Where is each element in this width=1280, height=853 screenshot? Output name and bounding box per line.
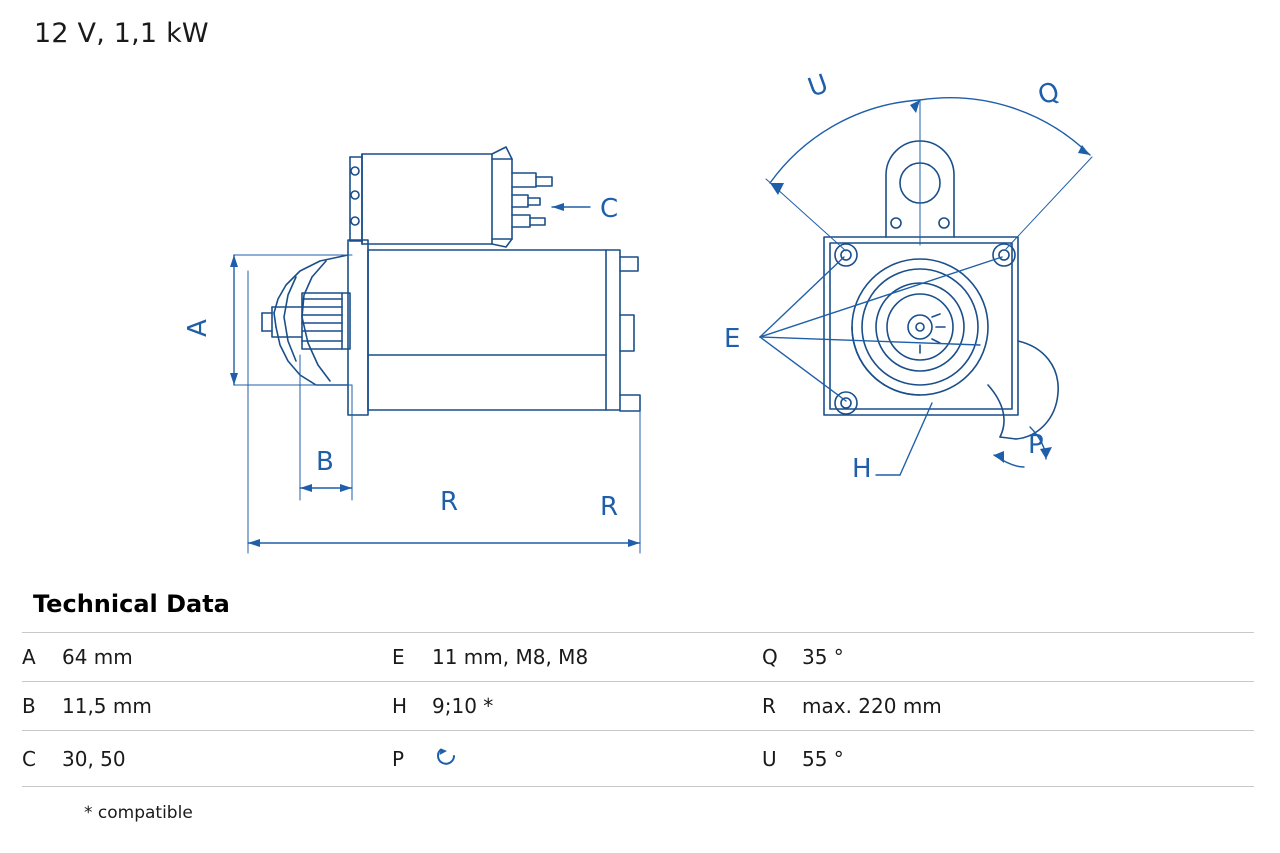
technical-data-heading: Technical Data — [33, 590, 230, 618]
label-A: A — [183, 319, 213, 337]
rotation-arrow-icon — [432, 741, 462, 776]
row-value-B: 11,5 mm — [62, 682, 392, 731]
table-row — [22, 633, 1254, 682]
label-B: B — [316, 447, 334, 477]
page-title: 12 V, 1,1 kW — [34, 18, 209, 49]
label-H: H — [852, 454, 872, 484]
label-R: R — [600, 492, 619, 522]
end-view-drawing — [824, 141, 1058, 439]
row-key-C: C — [22, 731, 62, 787]
row-key-H: H — [392, 682, 432, 731]
technical-data-table — [22, 632, 1254, 787]
dimension-lines-side-view — [230, 203, 640, 553]
label-U: U — [804, 68, 833, 104]
row-value-Q: 35 ° — [802, 633, 1254, 682]
row-key-A: A — [22, 633, 62, 682]
row-value-C: 30, 50 — [62, 731, 392, 787]
label-P: P — [1028, 430, 1044, 460]
label-R-main: R — [440, 487, 459, 517]
row-key-R: R — [762, 682, 802, 731]
row-key-P: P — [392, 731, 432, 787]
table-row — [22, 682, 1254, 731]
table-footnote: * compatible — [84, 803, 193, 823]
side-view-drawing — [262, 147, 640, 415]
table-row — [22, 731, 1254, 787]
row-value-R: max. 220 mm — [802, 682, 1254, 731]
row-value-U: 55 ° — [802, 731, 1254, 787]
row-key-E: E — [392, 633, 432, 682]
row-key-Q: Q — [762, 633, 802, 682]
label-Q: Q — [1034, 76, 1064, 112]
angle-dimension-lines — [760, 98, 1092, 475]
row-key-U: U — [762, 731, 802, 787]
row-value-E: 11 mm, M8, M8 — [432, 633, 762, 682]
label-C: C — [600, 194, 619, 224]
label-E: E — [724, 324, 741, 354]
row-value-P — [432, 731, 762, 787]
row-value-H: 9;10 * — [432, 682, 762, 731]
starter-motor-technical-drawing — [0, 55, 1280, 575]
row-key-B: B — [22, 682, 62, 731]
row-value-A: 64 mm — [62, 633, 392, 682]
